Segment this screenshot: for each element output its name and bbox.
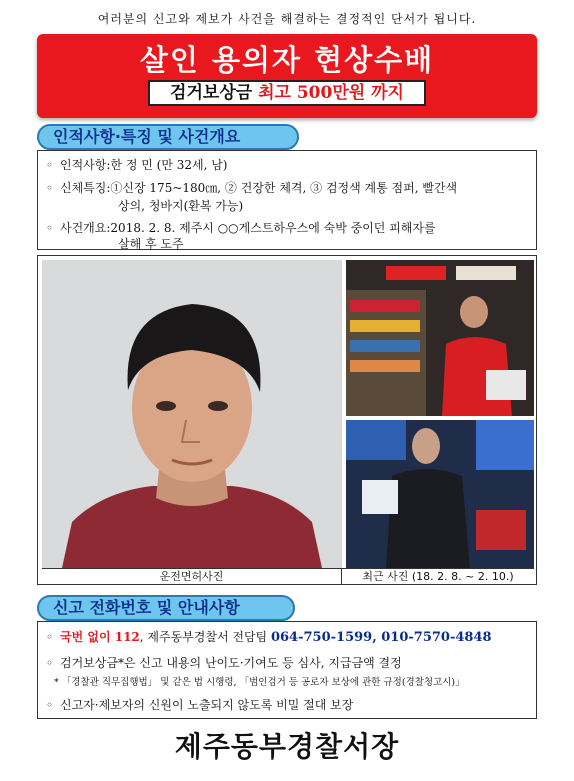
license-photo	[42, 260, 342, 568]
info-label: 사건개요:	[60, 221, 111, 235]
info-text: 살해 후 도주	[118, 237, 184, 251]
bullet-icon: ◦	[46, 181, 54, 195]
contact-row-phone	[46, 628, 492, 645]
contact-info-box	[37, 621, 537, 719]
info-text: 한 정 민 (만 32세, 남)	[110, 158, 228, 172]
contact-row-legal	[54, 674, 465, 688]
issuer-signature: 제주동부경찰서장	[174, 730, 400, 763]
info-text: ①신장 175~180㎝, ② 건장한 체격, ③ 검정색 계통 점퍼, 빨간색	[110, 181, 458, 195]
info-text: 상의, 청바지(환복 가능)	[118, 199, 244, 213]
info-row-physical-cont	[118, 197, 243, 214]
poster-title: 살인 용의자 현상수배	[139, 43, 435, 77]
reward-prefix: 검거보상금	[170, 83, 259, 103]
top-notice: 여러분의 신고와 제보가 사건을 해결하는 결정적인 단서가 됩니다.	[97, 12, 477, 26]
emergency-number: 국번 없이 112	[60, 630, 140, 644]
info-text: 2018. 2. 8. 제주시 ○○게스트하우스에 숙박 중이던 피해자를	[110, 221, 436, 235]
reward-box	[148, 80, 426, 106]
section-header-contact: 신고 전화번호 및 안내사항	[37, 595, 295, 621]
info-row-incident	[46, 219, 436, 236]
info-row-identity	[46, 156, 228, 173]
info-label: 인적사항:	[60, 158, 111, 172]
bullet-icon: ◦	[46, 656, 54, 670]
legal-reference: * 「경찰관 직무집행법」 및 같은 법 시행령, 「범인검거 등 공로자 보상에 관한 규정(경찰청고시)」	[54, 677, 465, 688]
phone-numbers: 064-750-1599, 010-7570-4848	[270, 630, 492, 645]
bullet-icon: ◦	[46, 630, 54, 644]
title-banner	[37, 34, 537, 118]
contact-row-privacy	[46, 696, 353, 713]
suspect-info-box	[37, 150, 537, 250]
photo-caption-recent: 최근 사진 (18. 2. 8. ~ 2. 10.)	[342, 568, 534, 584]
cctv-photo-store	[346, 260, 534, 416]
reward-amount: 최고 500만원 까지	[258, 83, 404, 103]
info-label: 신체특징:	[60, 181, 111, 195]
reward-note: 검거보상금*은 신고 내용의 난이도·기여도 등 심사, 지급금액 결정	[60, 656, 402, 670]
info-row-incident-cont	[118, 235, 184, 252]
street-illustration	[346, 420, 534, 568]
store-illustration	[346, 260, 534, 416]
bullet-icon: ◦	[46, 158, 54, 172]
portrait-illustration	[42, 260, 342, 568]
info-row-physical	[46, 179, 457, 196]
photo-panel	[37, 255, 537, 585]
section-header-details: 인적사항·특징 및 사건개요	[37, 124, 299, 150]
police-team-label: , 제주동부경찰서 전담팀	[139, 630, 271, 644]
privacy-note: 신고자·제보자의 신원이 노출되지 않도록 비밀 절대 보장	[60, 698, 354, 712]
contact-row-reward	[46, 654, 402, 671]
bullet-icon: ◦	[46, 698, 54, 712]
photo-caption-license: 운전면허사진	[42, 568, 342, 584]
bullet-icon: ◦	[46, 221, 54, 235]
cctv-photo-street	[346, 420, 534, 568]
